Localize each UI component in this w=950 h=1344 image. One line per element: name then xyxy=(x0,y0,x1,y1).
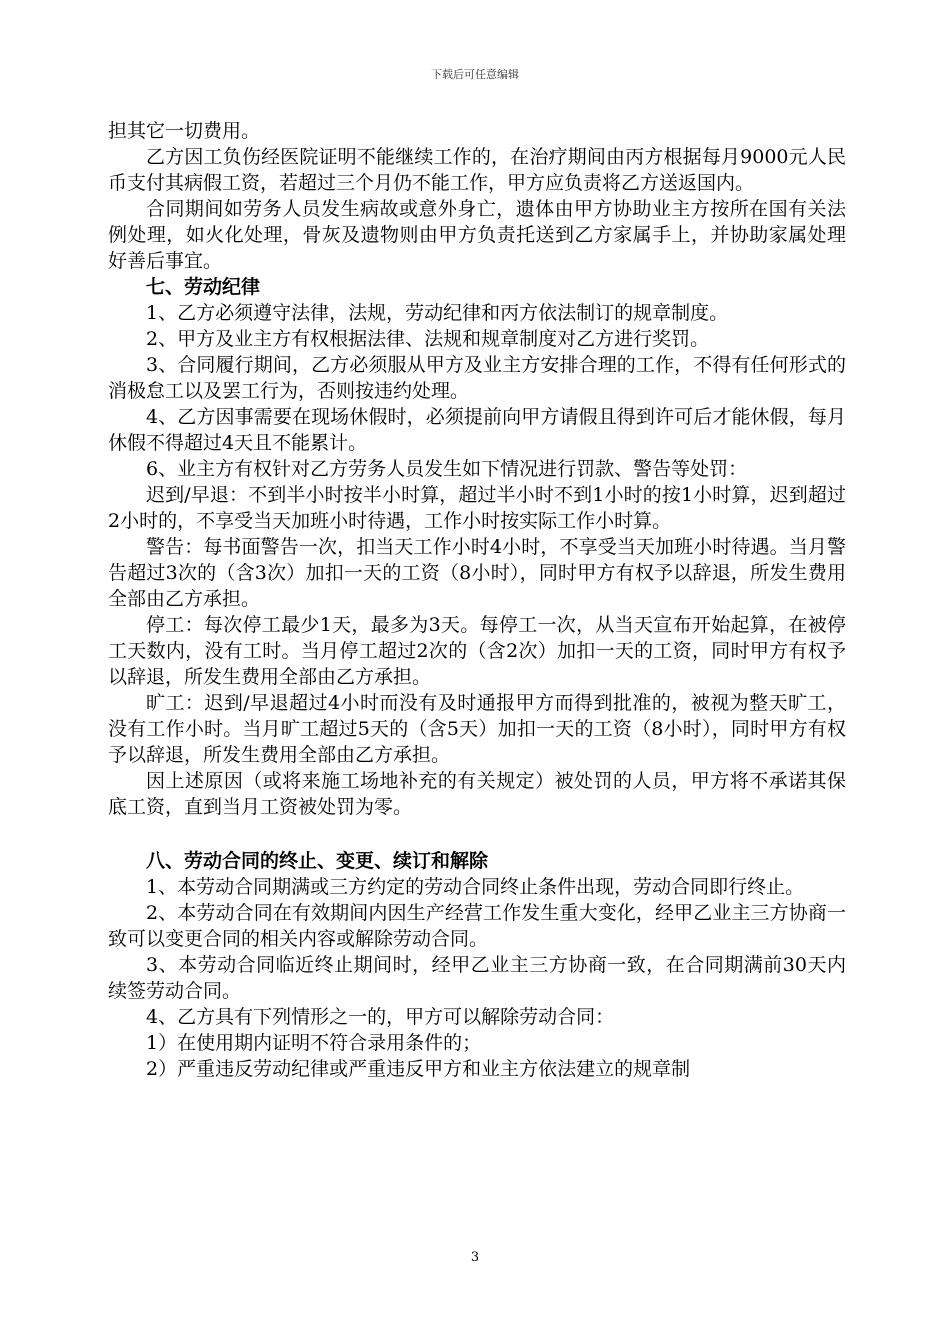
clause-8-4-item-1: 1）在使用期内证明不符合录用条件的； xyxy=(146,1032,482,1054)
clause-7-6: 6、业主方有权针对乙方劳务人员发生如下情况进行罚款、警告等处罚： xyxy=(146,458,748,480)
clause-7-3: 3、合同履行期间，乙方必须服从甲方及业主方安排合理的工作，不得有任何形式的消极怠工以及罢工行为，否则按违约处理。 xyxy=(108,354,846,402)
penalty-suspension: 停工：每次停工最少1天，最多为3天。每停工一次，从当天宣布开始起算，在被停工天数内，没有工时。当月停工超过2次的（含2次）加扣一天的工资，同时甲方有权予以辞退，所发生费用全部由乙方承担。 xyxy=(108,614,846,688)
clause-7-1: 1、乙方必须遵守法律，法规，劳动纪律和丙方依法制订的规章制度。 xyxy=(146,302,729,324)
penalty-summary: 因上述原因（或将来施工场地补充的有关规定）被处罚的人员，甲方将不承诺其保底工资，直到当月工资被处罚为零。 xyxy=(108,770,846,818)
paragraph-death-handling: 合同期间如劳务人员发生病故或意外身亡，遗体由甲方协助业主方按所在国有关法例处理，如火化处理，骨灰及遗物则由甲方负责托送到乙方家属手上，并协助家属处理好善后事宜。 xyxy=(108,198,846,272)
section-heading-7: 七、劳动纪律 xyxy=(146,276,261,298)
paragraph-continuation: 担其它一切费用。 xyxy=(108,120,261,142)
section-heading-8: 八、劳动合同的终止、变更、续订和解除 xyxy=(146,850,489,872)
clause-7-4: 4、乙方因事需要在现场休假时，必须提前向甲方请假且得到许可后才能休假，每月休假不得超过4天且不能累计。 xyxy=(108,406,846,454)
clause-8-1: 1、本劳动合同期满或三方约定的劳动合同终止条件出现，劳动合同即行终止。 xyxy=(146,876,805,898)
page-header: 下载后可任意编辑 xyxy=(431,68,519,81)
clause-8-2: 2、本劳动合同在有效期间内因生产经营工作发生重大变化，经甲乙业主三方协商一致可以变更合同的相关内容或解除劳动合同。 xyxy=(108,902,846,950)
document-body xyxy=(108,118,846,1082)
clause-8-3: 3、本劳动合同临近终止期间时，经甲乙业主三方协商一致，在合同期满前30天内续签劳动合同。 xyxy=(108,954,846,1002)
penalty-absence: 旷工：迟到/早退超过4小时而没有及时通报甲方而得到批准的，被视为整天旷工，没有工作小时。当月旷工超过5天的（含5天）加扣一天的工资（8小时），同时甲方有权予以辞退，所发生费用全部由乙方承担。 xyxy=(108,692,846,766)
clause-8-4-item-2: 2）严重违反劳动纪律或严重违反甲方和业主方依法建立的规章制 xyxy=(146,1058,691,1080)
penalty-warning: 警告：每书面警告一次，扣当天工作小时4小时，不享受当天加班小时待遇。当月警告超过3次的（含3次）加扣一天的工资（8小时），同时甲方有权予以辞退，所发生费用全部由乙方承担。 xyxy=(108,536,846,610)
page-number: 3 xyxy=(470,1250,480,1265)
penalty-late: 迟到/早退：不到半小时按半小时算，超过半小时不到1小时的按1小时算，迟到超过2小时的，不享受当天加班小时待遇，工作小时按实际工作小时算。 xyxy=(108,484,846,532)
clause-7-2: 2、甲方及业主方有权根据法律、法规和规章制度对乙方进行奖罚。 xyxy=(146,328,710,350)
paragraph-injury-pay: 乙方因工负伤经医院证明不能继续工作的，在治疗期间由丙方根据每月9000元人民币支付其病假工资，若超过三个月仍不能工作，甲方应负责将乙方送返国内。 xyxy=(108,146,846,194)
clause-8-4: 4、乙方具有下列情形之一的，甲方可以解除劳动合同： xyxy=(146,1006,615,1028)
